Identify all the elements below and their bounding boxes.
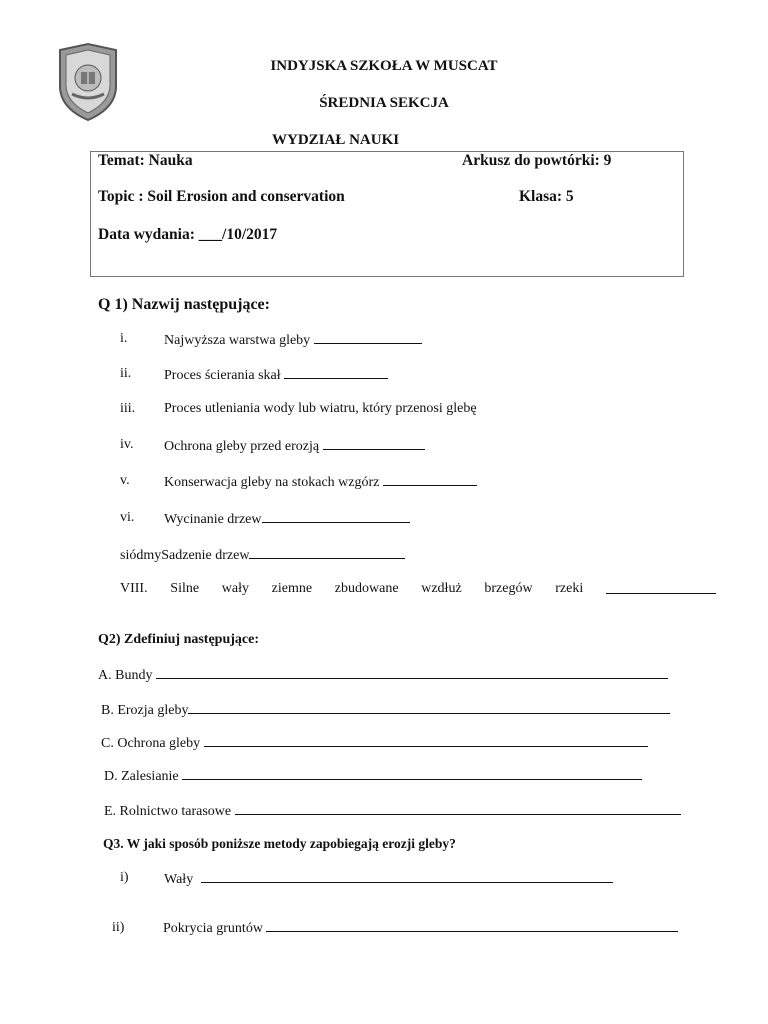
q1-item-text: Proces utleniania wody lub wiatru, który przenosi glebę xyxy=(164,401,477,416)
q1-item xyxy=(164,473,477,491)
answer-blank[interactable] xyxy=(323,437,425,450)
q1-item xyxy=(164,510,410,528)
q3-item xyxy=(164,870,613,888)
q1-item xyxy=(164,437,425,455)
q1-item xyxy=(120,546,405,564)
answer-blank[interactable] xyxy=(182,767,642,780)
q1-item-num: VIII. xyxy=(120,581,148,596)
answer-blank[interactable] xyxy=(204,734,648,747)
q1-item xyxy=(164,401,477,417)
q1-item-text: Ochrona gleby przed erozją xyxy=(164,439,320,454)
q1-word: rzeki xyxy=(555,581,584,596)
topic-label: Topic : Soil Erosion and conservation xyxy=(98,188,345,205)
school-name: INDYJSKA SZKOŁA W MUSCAT xyxy=(270,58,498,74)
q1-item-text: Proces ścierania skał xyxy=(164,368,281,383)
answer-blank[interactable] xyxy=(249,546,405,559)
answer-blank[interactable] xyxy=(314,331,422,344)
q1-word: wały xyxy=(221,581,249,596)
q3-item-num: i) xyxy=(120,870,129,885)
section-name: ŚREDNIA SEKCJA xyxy=(319,95,449,111)
q1-item-text: Konserwacja gleby na stokach wzgórz xyxy=(164,475,380,490)
q1-item-num: siódmy xyxy=(120,548,162,563)
q1-item xyxy=(164,366,388,384)
class-label: Klasa: 5 xyxy=(519,188,574,205)
q1-item-text: Wycinanie drzew xyxy=(164,512,262,527)
department-name: WYDZIAŁ NAUKI xyxy=(272,132,400,148)
q2-item xyxy=(104,802,681,820)
q1-item-num: ii. xyxy=(120,366,132,381)
q3-item-num: ii) xyxy=(112,920,125,935)
q1-word: brzegów xyxy=(484,581,533,596)
answer-blank[interactable] xyxy=(235,802,681,815)
q2-item-text: B. Erozja gleby xyxy=(101,703,189,718)
answer-blank[interactable] xyxy=(606,581,716,594)
q1-word: zbudowane xyxy=(334,581,399,596)
answer-blank[interactable] xyxy=(266,919,678,932)
q2-title: Q2) Zdefiniuj następujące: xyxy=(98,632,259,647)
q1-item-num: v. xyxy=(120,473,130,488)
q1-item-num: vi. xyxy=(120,510,135,525)
q2-item-text: E. Rolnictwo tarasowe xyxy=(104,804,232,819)
answer-blank[interactable] xyxy=(201,870,613,883)
q1-item-justified xyxy=(120,581,716,597)
q2-item xyxy=(98,666,668,684)
worksheet-label: Arkusz do powtórki: 9 xyxy=(462,152,612,169)
q2-item-text: C. Ochrona gleby xyxy=(101,736,201,751)
q2-item-text: D. Zalesianie xyxy=(104,769,179,784)
q2-item-text: A. Bundy xyxy=(98,668,153,683)
q3-item-text: Wały xyxy=(164,872,194,887)
q3-title: Q3. W jaki sposób poniższe metody zapobiegają erozji gleby? xyxy=(103,836,456,851)
answer-blank[interactable] xyxy=(284,366,388,379)
q1-item xyxy=(164,331,422,349)
q2-item xyxy=(104,767,642,785)
q3-item xyxy=(163,919,678,937)
q1-item-num: iv. xyxy=(120,437,134,452)
q1-word: wzdłuż xyxy=(421,581,462,596)
subject-label: Temat: Nauka xyxy=(98,152,193,169)
answer-blank[interactable] xyxy=(156,666,668,679)
q1-item-text: Sadzenie drzew xyxy=(161,548,250,563)
q2-item xyxy=(101,701,670,719)
answer-blank[interactable] xyxy=(383,473,477,486)
q2-item xyxy=(101,734,648,752)
q1-item-num: i. xyxy=(120,331,128,346)
answer-blank[interactable] xyxy=(262,510,410,523)
answer-blank[interactable] xyxy=(188,701,670,714)
q1-item-num: iii. xyxy=(120,401,136,416)
q1-word: Silne xyxy=(170,581,200,596)
q1-word: ziemne xyxy=(271,581,313,596)
q1-title: Q 1) Nazwij następujące: xyxy=(98,296,270,313)
q1-item-text: Najwyższa warstwa gleby xyxy=(164,333,311,348)
date-label: Data wydania: ___/10/2017 xyxy=(98,226,278,243)
q3-item-text: Pokrycia gruntów xyxy=(163,921,263,936)
